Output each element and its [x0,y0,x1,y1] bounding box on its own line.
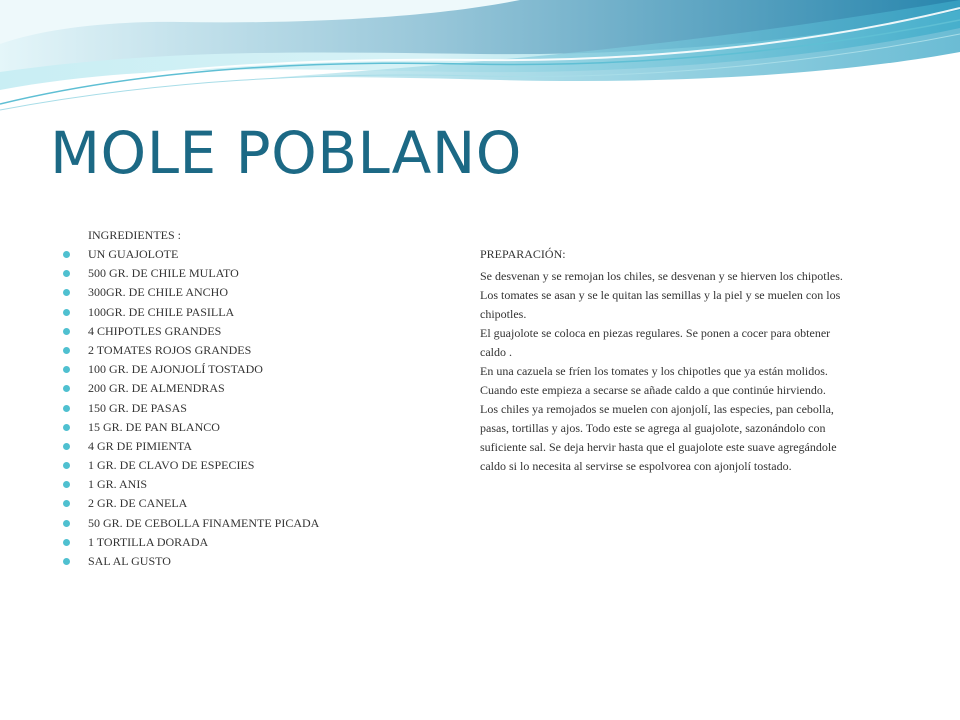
bullet-icon [63,366,70,373]
preparation-paragraph: caldo . [480,345,512,359]
bullet-icon [63,251,70,258]
ingredient-text: 2 TOMATES ROJOS GRANDES [88,342,252,357]
ingredient-text: 500 GR. DE CHILE MULATO [88,266,239,281]
preparation-paragraph: chipotles. [480,307,527,321]
ingredient-text: 100GR. DE CHILE PASILLA [88,304,235,319]
ingredient-text: 2 GR. DE CANELA [88,496,188,511]
ingredient-item [62,245,442,264]
ingredient-text: 4 GR DE PIMIENTA [88,438,193,453]
ingredient-text: 1 TORTILLA DORADA [88,534,209,549]
preparation-paragraph: pasas, tortillas y ajos. Todo este se agrega al guajolote, sazonándolo con [480,421,826,435]
ingredient-item [62,475,442,494]
slide-title: MOLE POBLANO [50,119,522,187]
preparation-paragraph: suficiente sal. Se deja hervir hasta que el guajolote este suave agregándole [480,440,837,454]
bullet-icon [63,328,70,335]
ingredient-item [62,456,442,475]
ingredient-text: UN GUAJOLOTE [88,247,179,261]
ingredient-text: SAL AL GUSTO [88,554,171,568]
ingredient-item [62,514,442,533]
bullet-icon [63,309,70,316]
preparation-paragraph: Se desvenan y se remojan los chiles, se desvenan y se hierven los chipotles. [480,269,843,283]
bullet-icon [63,443,70,450]
header-wave-decoration [0,0,960,120]
ingredient-item [62,437,442,456]
bullet-icon [63,424,70,431]
ingredient-item [62,360,442,379]
bullet-icon [63,270,70,277]
preparation-paragraph: Los tomates se asan y se le quitan las semillas y la piel y se muelen con los [480,288,841,302]
bullet-icon [63,462,70,469]
ingredient-item [62,341,442,360]
preparation-paragraph: En una cazuela se fríen los tomates y los chipotles que ya están molidos. [480,364,828,378]
ingredient-item [62,494,442,513]
ingredient-item [62,552,442,571]
preparation-heading: PREPARACIÓN: [480,247,566,261]
ingredient-item [62,379,442,398]
ingredients-list [62,245,442,571]
ingredient-text: 100 GR. DE AJONJOLÍ TOSTADO [88,362,263,377]
ingredient-item [62,283,442,302]
ingredients-header: INGREDIENTES : [88,228,181,242]
preparation-body [480,269,910,473]
bullet-icon [63,539,70,546]
ingredient-text: 300GR. DE CHILE ANCHO [88,285,228,300]
ingredient-item [62,303,442,322]
ingredient-item [62,399,442,418]
ingredient-item [62,322,442,341]
ingredient-text: 150 GR. DE PASAS [88,400,187,415]
preparation-paragraph: Cuando este empieza a secarse se añade caldo a que continúe hirviendo. [480,383,826,397]
bullet-icon [63,481,70,488]
preparation-section [480,245,910,473]
ingredient-text: 4 CHIPOTLES GRANDES [88,323,222,338]
preparation-paragraph: Los chiles ya remojados se muelen con ajonjolí, las especies, pan cebolla, [480,402,834,416]
bullet-icon [63,347,70,354]
ingredient-text: 1 GR. ANIS [88,477,148,492]
bullet-icon [63,558,70,565]
ingredient-text: 15 GR. DE PAN BLANCO [88,419,220,434]
ingredient-item [62,418,442,437]
preparation-paragraph: El guajolote se coloca en piezas regulares. Se ponen a cocer para obtener [480,326,831,340]
bullet-icon [63,405,70,412]
ingredient-text: 50 GR. DE CEBOLLA FINAMENTE PICADA [88,515,320,530]
preparation-paragraph: caldo si lo necesita al servirse se espolvorea con ajonjolí tostado. [480,459,792,473]
bullet-icon [63,520,70,527]
ingredient-item [62,264,442,283]
ingredient-item [62,533,442,552]
bullet-icon [63,385,70,392]
ingredient-text: 200 GR. DE ALMENDRAS [88,381,225,396]
bullet-icon [63,289,70,296]
bullet-icon [63,500,70,507]
ingredient-text: 1 GR. DE CLAVO DE ESPECIES [88,458,255,473]
